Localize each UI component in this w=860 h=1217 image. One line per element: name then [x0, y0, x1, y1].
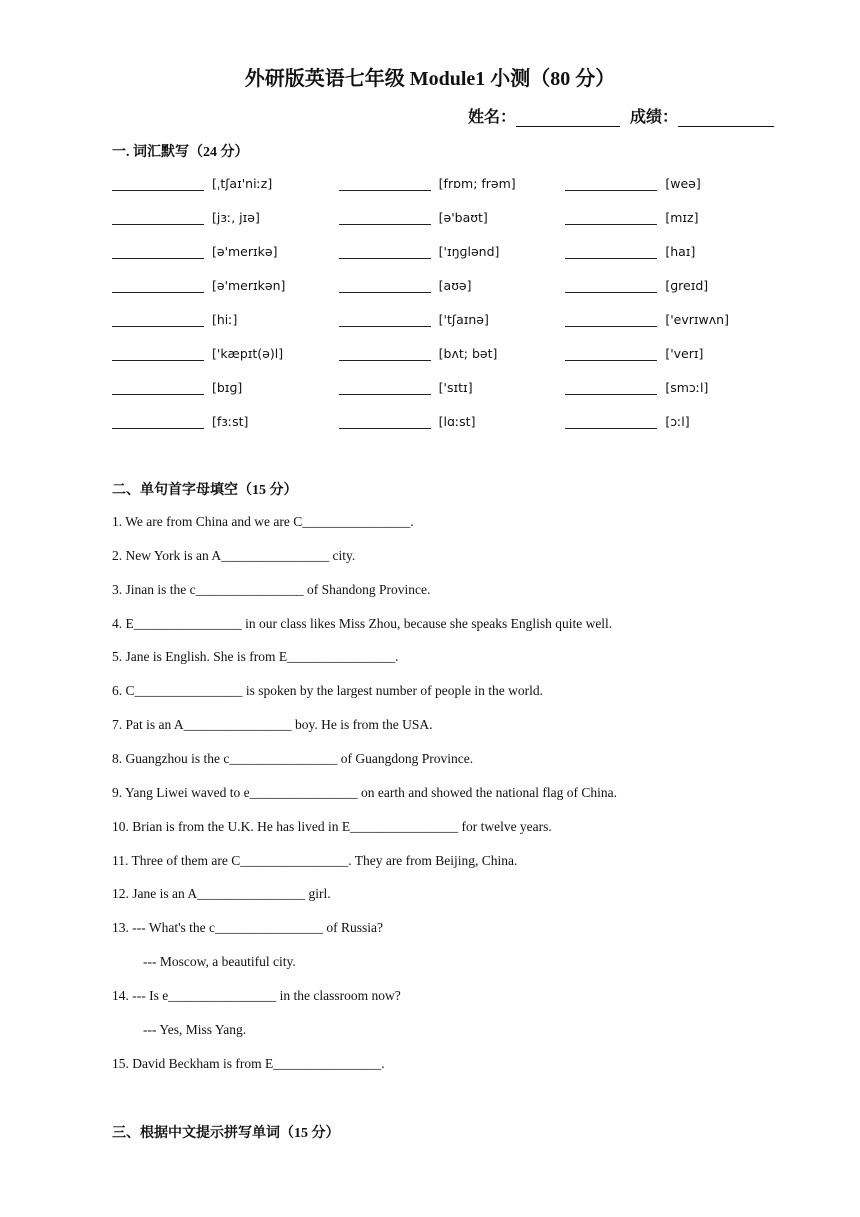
sentence-item: 11. Three of them are C________________. They are from Beijing, China. [112, 852, 518, 868]
vocab-item [565, 274, 792, 296]
answer-blank[interactable] [565, 176, 657, 191]
name-label: 姓名： [467, 109, 516, 126]
vocab-item [112, 376, 339, 398]
vocab-row [112, 206, 792, 240]
sentence-item: 10. Brian is from the U.K. He has lived in E________________ for twelve years. [112, 818, 552, 834]
phonetic-text: [mɪz] [665, 209, 699, 225]
sentence-item: 6. C________________ is spoken by the largest number of people in the world. [112, 683, 543, 699]
vocab-grid [112, 172, 792, 444]
phonetic-text: [ə'merɪkən] [212, 277, 286, 293]
phonetic-text: ['sɪtɪ] [438, 379, 473, 395]
score-blank[interactable] [678, 108, 774, 127]
vocab-item [565, 240, 792, 262]
phonetic-text: [haɪ] [665, 243, 696, 259]
sentence-item: 7. Pat is an A________________ boy. He is from the USA. [112, 717, 433, 733]
vocab-row [112, 308, 792, 342]
vocab-row [112, 240, 792, 274]
vocab-item [112, 206, 339, 228]
vocab-item [565, 410, 792, 432]
vocab-item [112, 274, 339, 296]
answer-blank[interactable] [112, 176, 204, 191]
sentence-item: 9. Yang Liwei waved to e________________ on earth and showed the national flag of China. [112, 784, 618, 800]
vocab-item [112, 240, 339, 262]
section-2-heading: 二、单句首字母填空（15 分） [112, 483, 298, 498]
phonetic-text: [ɡreɪd] [665, 277, 709, 293]
answer-blank[interactable] [112, 244, 204, 259]
answer-blank[interactable] [565, 414, 657, 429]
answer-blank[interactable] [112, 312, 204, 327]
answer-blank[interactable] [112, 346, 204, 361]
phonetic-text: ['ɪŋɡlənd] [438, 243, 500, 259]
answer-blank[interactable] [339, 210, 431, 225]
phonetic-text: ['evrɪwʌn] [665, 311, 729, 327]
phonetic-text: [hiː] [212, 311, 238, 327]
phonetic-text: [lɑːst] [438, 413, 476, 429]
vocab-item [565, 172, 792, 194]
answer-blank[interactable] [112, 210, 204, 225]
vocab-item [339, 274, 566, 296]
vocab-item [339, 240, 566, 262]
answer-blank[interactable] [112, 414, 204, 429]
vocab-item [112, 410, 339, 432]
phonetic-text: [ˌtʃaɪ'niːz] [212, 175, 273, 191]
answer-blank[interactable] [565, 210, 657, 225]
phonetic-text: [jɜː, jɪə] [212, 209, 260, 225]
phonetic-text: [weə] [665, 175, 701, 191]
phonetic-text: [ə'baʊt] [438, 209, 488, 225]
vocab-row [112, 376, 792, 410]
vocab-row [112, 410, 792, 444]
phonetic-text: ['verɪ] [665, 345, 704, 361]
phonetic-text: [smɔːl] [665, 379, 709, 395]
answer-blank[interactable] [565, 346, 657, 361]
sentence-item: 14. --- Is e________________ in the classroom now? [112, 987, 401, 1003]
vocab-item [339, 172, 566, 194]
answer-blank[interactable] [339, 312, 431, 327]
answer-blank[interactable] [339, 278, 431, 293]
sentence-item: 3. Jinan is the c________________ of Shandong Province. [112, 581, 431, 597]
phonetic-text: [frɒm; frəm] [438, 175, 516, 191]
section-1-heading: 一. 词汇默写（24 分） [112, 145, 249, 160]
answer-blank[interactable] [112, 380, 204, 395]
score-label: 成绩： [629, 109, 678, 126]
sentence-item: 13. --- What's the c________________ of Russia? [112, 920, 384, 936]
answer-blank[interactable] [339, 380, 431, 395]
sentence-item: 4. E________________ in our class likes Miss Zhou, because she speaks English quite well. [112, 615, 613, 631]
vocab-item [112, 172, 339, 194]
answer-blank[interactable] [565, 380, 657, 395]
sentence-item: 15. David Beckham is from E________________. [112, 1055, 385, 1071]
phonetic-text: [ɔːl] [665, 413, 690, 429]
answer-blank[interactable] [565, 312, 657, 327]
phonetic-text: [ə'merɪkə] [212, 243, 278, 259]
sentence-item: 2. New York is an A________________ city. [112, 547, 356, 563]
phonetic-text: [aʊə] [438, 277, 472, 293]
vocab-item [565, 206, 792, 228]
vocab-item [112, 308, 339, 330]
vocab-item [565, 376, 792, 398]
vocab-row [112, 172, 792, 206]
phonetic-text: [fɜːst] [212, 413, 249, 429]
phonetic-text: [bɪɡ] [212, 379, 243, 395]
vocab-row [112, 274, 792, 308]
sentence-item: 12. Jane is an A________________ girl. [112, 886, 331, 902]
phonetic-text: [bʌt; bət] [438, 345, 498, 361]
answer-blank[interactable] [112, 278, 204, 293]
vocab-item [339, 342, 566, 364]
vocab-item [339, 308, 566, 330]
answer-blank[interactable] [339, 346, 431, 361]
phonetic-text: ['kæpɪt(ə)l] [212, 345, 284, 361]
vocab-item [565, 308, 792, 330]
sentence-item: 5. Jane is English. She is from E________________. [112, 649, 399, 665]
phonetic-text: ['tʃaɪnə] [438, 311, 489, 327]
section-3-heading: 三、根据中文提示拼写单词（15 分） [112, 1126, 340, 1141]
name-blank[interactable] [516, 108, 620, 127]
vocab-item [339, 410, 566, 432]
answer-blank[interactable] [565, 278, 657, 293]
answer-blank[interactable] [339, 244, 431, 259]
sentence-item: 8. Guangzhou is the c________________ of Guangdong Province. [112, 750, 474, 766]
answer-blank[interactable] [339, 414, 431, 429]
vocab-item [565, 342, 792, 364]
name-score-row [468, 104, 774, 127]
vocab-item [339, 206, 566, 228]
page-title: 外研版英语七年级 Module1 小测（80 分） [244, 68, 616, 90]
vocab-item [112, 342, 339, 364]
dialogue-line: --- Moscow, a beautiful city. [143, 954, 296, 970]
sentence-item: 1. We are from China and we are C________________. [112, 514, 414, 529]
answer-blank[interactable] [339, 176, 431, 191]
dialogue-line: --- Yes, Miss Yang. [143, 1021, 247, 1037]
answer-blank[interactable] [565, 244, 657, 259]
vocab-row [112, 342, 792, 376]
vocab-item [339, 376, 566, 398]
